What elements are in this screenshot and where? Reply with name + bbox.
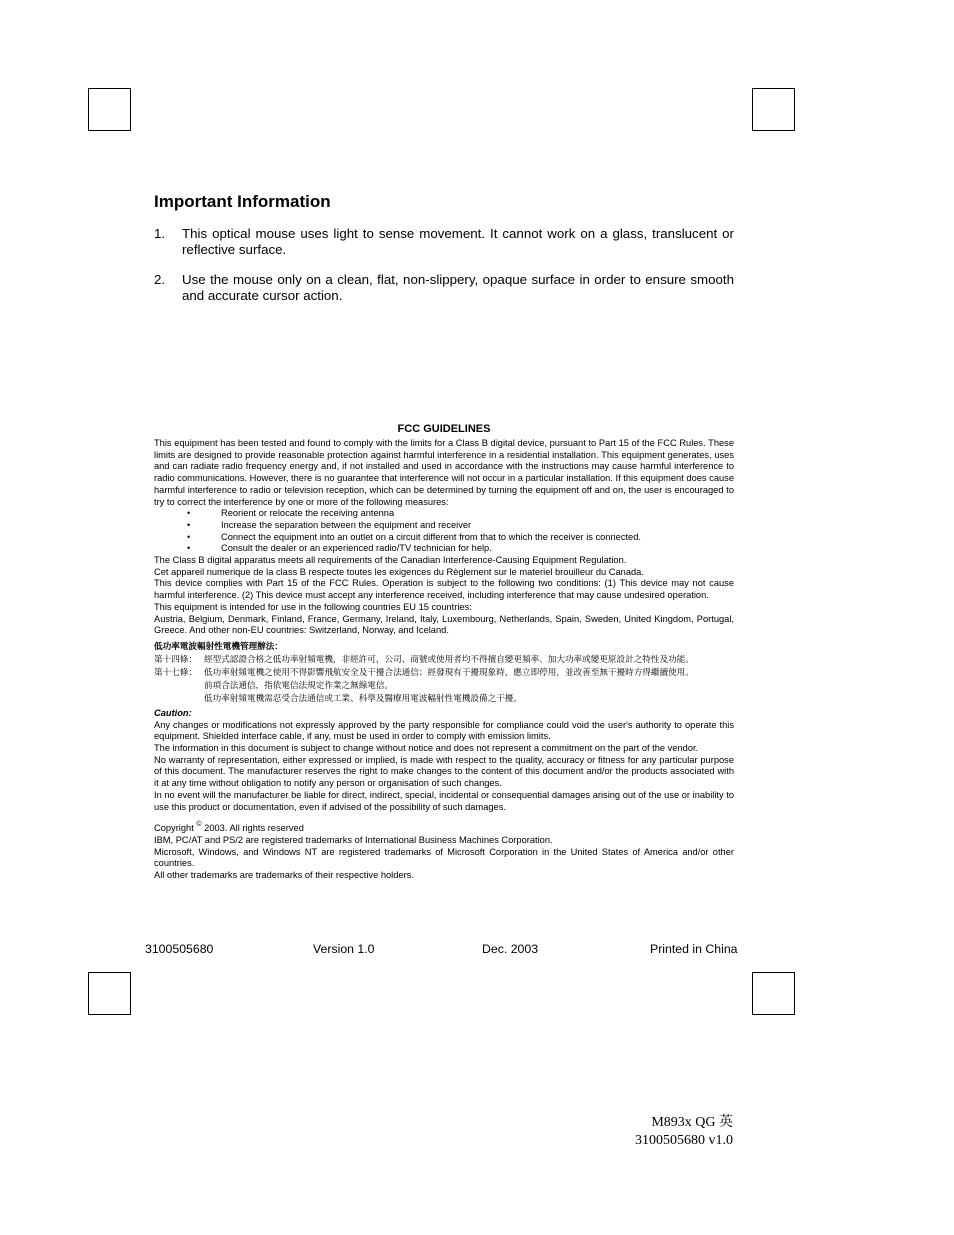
chinese-regulation-title: 低功率電波輻射性電機管理辦法： bbox=[154, 641, 283, 652]
list-item bbox=[154, 520, 734, 532]
part15-statement: This device complies with Part 15 of the FCC Rules. Operation is subject to the following two conditions: (1) This device may not cause harmful interference. (2) This device must accept any interference received, including interference that may cause undesired operation. bbox=[154, 578, 734, 601]
article-text: 低功率射頻電機之使用不得影響飛航安全及干擾合法通信；經發現有干擾現象時，應立即停用，並改善至無干擾時方得繼續使用。 bbox=[204, 667, 694, 678]
important-title: Important Information bbox=[154, 192, 331, 211]
docref-code: 3100505680 v1.0 bbox=[635, 1133, 733, 1148]
important-item bbox=[154, 272, 734, 304]
trademark-others: All other trademarks are trademarks of their respective holders. bbox=[154, 870, 414, 881]
measure-text: Consult the dealer or an experienced radio/TV technician for help. bbox=[221, 543, 492, 554]
canada-fr: Cet appareil numerique de la class B respecte toutes les exigences du Règlement sur le materiel brouilleur du Canada. bbox=[154, 566, 644, 577]
copyright-icon: © bbox=[196, 821, 202, 829]
copyright-prefix: Copyright bbox=[154, 823, 194, 834]
copyright-line bbox=[154, 819, 734, 835]
footer-part-number: 3100505680 bbox=[145, 942, 214, 956]
footer-printed: Printed in China bbox=[650, 942, 738, 956]
measure-text: Reorient or relocate the receiving antenna bbox=[221, 508, 395, 519]
document-reference bbox=[635, 1114, 733, 1150]
crop-mark-top-left bbox=[88, 88, 131, 131]
list-item bbox=[154, 543, 734, 555]
crop-mark-top-right bbox=[752, 88, 795, 131]
caution-p2: The information in this document is subject to change without notice and does not represent a commitment on the part of the vendor. bbox=[154, 743, 699, 754]
copyright-text: 2003. All rights reserved bbox=[201, 823, 304, 834]
footer-version: Version 1.0 bbox=[313, 942, 375, 956]
bullet-icon: • bbox=[187, 531, 191, 542]
docref-model: M893x QG 英 bbox=[651, 1115, 733, 1130]
chinese-article-14 bbox=[154, 654, 734, 667]
list-item bbox=[154, 508, 734, 520]
fcc-title: FCC GUIDELINES bbox=[397, 423, 491, 435]
chinese-article-17 bbox=[154, 667, 734, 680]
crop-mark-bottom-left bbox=[88, 972, 131, 1015]
list-item bbox=[154, 532, 734, 544]
bullet-icon: • bbox=[187, 543, 191, 554]
article-label: 第十四條： bbox=[154, 654, 197, 665]
canada-en: The Class B digital apparatus meets all requirements of the Canadian Interference-Causing Equipment Regulation. bbox=[154, 555, 627, 566]
item-text: Use the mouse only on a clean, flat, non-slippery, opaque surface in order to ensure smooth and accurate cursor action. bbox=[182, 272, 734, 303]
caution-p4: In no event will the manufacturer be liable for direct, indirect, special, incidental or consequential damages arising out of the use or inability to use this product or documentation, even if advised of the possibility of such damages. bbox=[154, 789, 734, 812]
item-text: This optical mouse uses light to sense movement. It cannot work on a glass, translucent or reflective surface. bbox=[182, 226, 734, 257]
caution-label: Caution: bbox=[154, 707, 192, 718]
chinese-article-17-line3: 低功率射頻電機需忍受合法通信或工業、科學及醫療用電波輻射性電機設備之干擾。 bbox=[204, 693, 522, 704]
footer-date: Dec. 2003 bbox=[482, 942, 539, 956]
item-number: 1. bbox=[154, 226, 166, 241]
article-label: 第十七條： bbox=[154, 667, 197, 678]
caution-p3: No warranty of representation, either expressed or implied, is made with respect to the quality, accuracy or fitness for any particular purpose of this document. The manufacturer reserves the right to make changes to the content of this document and/or the products associated with it at any time without obligation to notify any person or organisation of such changes. bbox=[154, 754, 734, 789]
trademark-microsoft: Microsoft, Windows, and Windows NT are registered trademarks of Microsoft Corporation in the United States of America and/or other countries. bbox=[154, 846, 734, 869]
measure-text: Increase the separation between the equipment and receiver bbox=[221, 519, 472, 530]
bullet-icon: • bbox=[187, 519, 191, 530]
eu-countries: Austria, Belgium, Denmark, Finland, France, Germany, Ireland, Italy, Luxembourg, Netherlands, Spain, Sweden, United Kingdom, Portugal, Greece. And other non-EU countries: Switzerland, Norway, and Iceland. bbox=[154, 613, 734, 636]
important-item bbox=[154, 226, 734, 258]
important-list bbox=[154, 226, 734, 318]
fcc-intro: This equipment has been tested and found to comply with the limits for a Class B digital device, pursuant to Part 15 of the FCC Rules. These limits are designed to provide reasonable protection against harmful interference in a residential installation. This equipment generates, uses and can radiate radio frequency energy and, if not installed and used in accordance with the instructions may cause harmful interference to radio communications. However, there is no guarantee that interference will not occur in a particular installation. If this equipment does cause harmful interference to radio or television reception, which can be determined by turning the equipment off and on, the user is encouraged to try to correct the interference by one or more of the following measures: bbox=[154, 438, 734, 507]
bullet-icon: • bbox=[187, 508, 191, 519]
fcc-section bbox=[154, 423, 734, 882]
item-number: 2. bbox=[154, 272, 166, 287]
chinese-article-17-line2: 前項合法通信，指依電信法規定作業之無線電信。 bbox=[204, 680, 394, 691]
measure-text: Connect the equipment into an outlet on a circuit different from that to which the receiver is connected. bbox=[221, 531, 641, 542]
article-text: 經型式認證合格之低功率射頻電機，非經許可，公司、商號或使用者均不得擅自變更頻率、加大功率或變更原設計之特性及功能。 bbox=[204, 654, 694, 665]
caution-p1: Any changes or modifications not expressly approved by the party responsible for compliance could void the user's authority to operate this equipment. Shielded interface cable, if any, must be used in order to comply with emission limits. bbox=[154, 719, 734, 742]
fcc-measures-list bbox=[154, 508, 734, 555]
crop-mark-bottom-right bbox=[752, 972, 795, 1015]
trademark-ibm: IBM, PC/AT and PS/2 are registered trademarks of International Business Machines Corporation. bbox=[154, 834, 553, 845]
eu-intro: This equipment is intended for use in the following countries EU 15 countries: bbox=[154, 601, 472, 612]
